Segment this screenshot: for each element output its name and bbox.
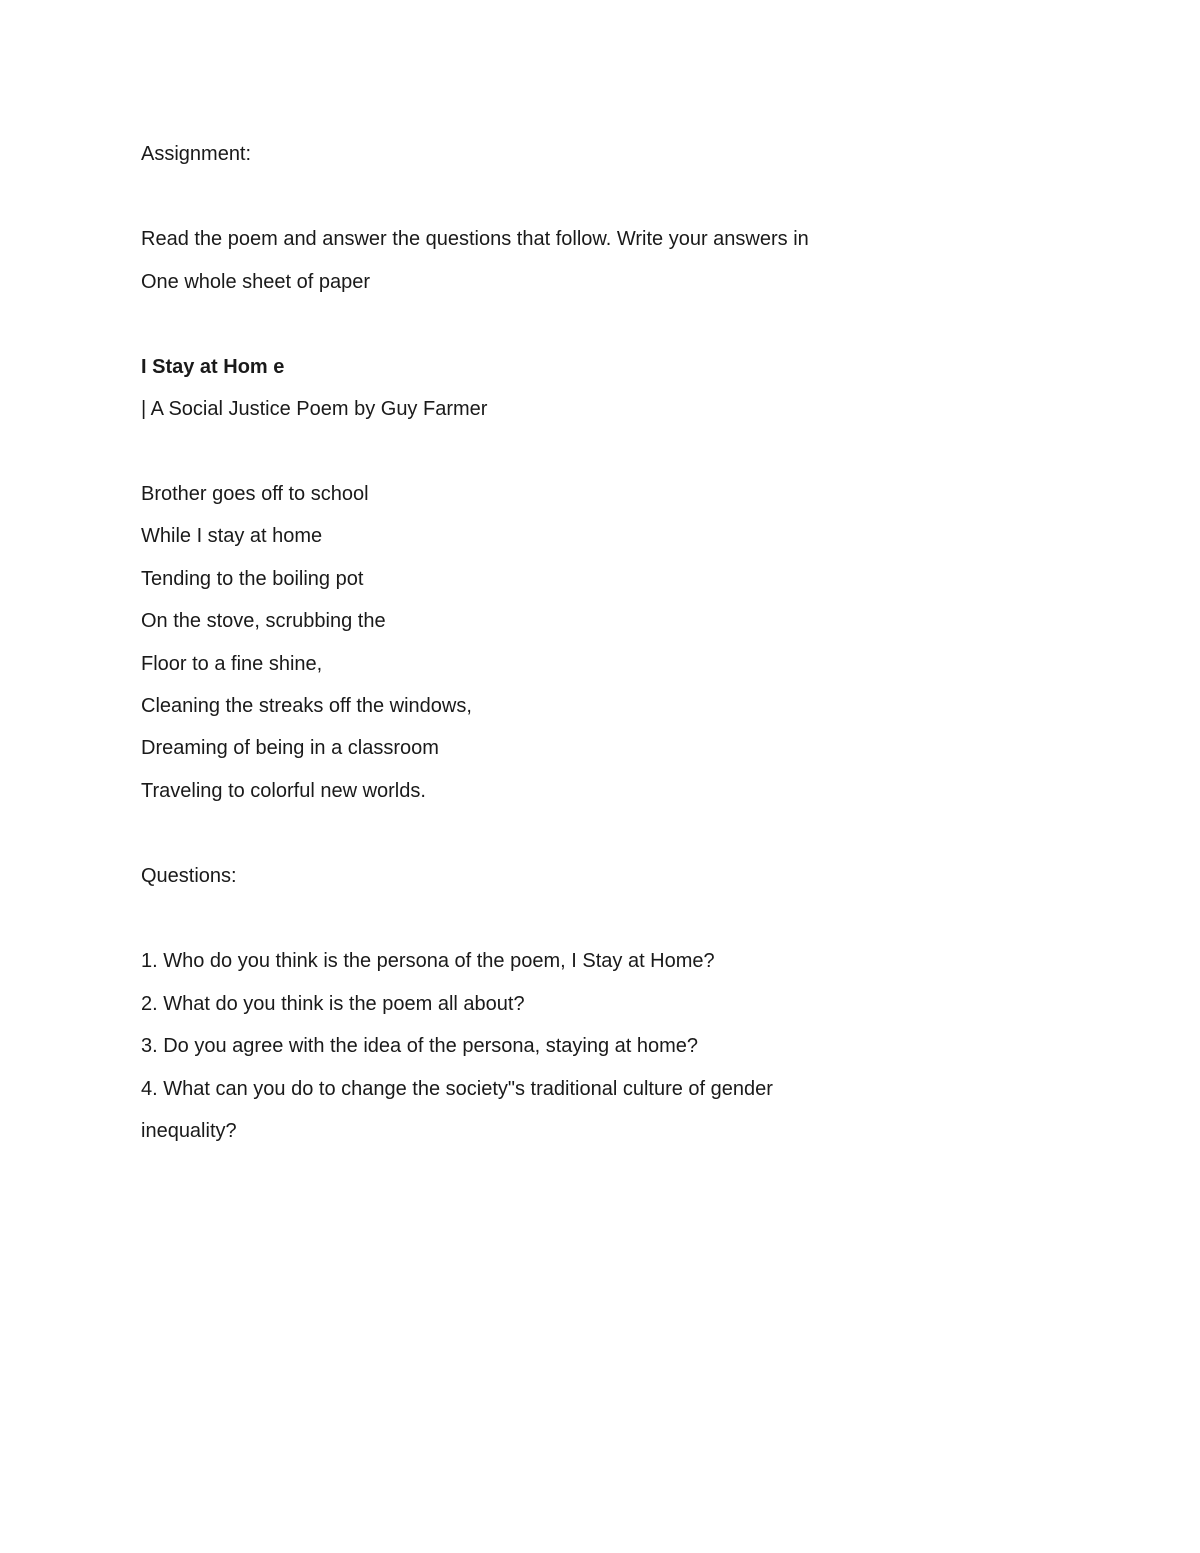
poem-line: Floor to a fine shine, bbox=[141, 653, 323, 675]
question-item: 1. Who do you think is the persona of the poem, I Stay at Home? bbox=[141, 950, 715, 972]
question-item: 2. What do you think is the poem all about? bbox=[141, 993, 525, 1015]
question-item: 3. Do you agree with the idea of the persona, staying at home? bbox=[141, 1035, 699, 1057]
poem-line: Brother goes off to school bbox=[141, 483, 369, 505]
poem-line: On the stove, scrubbing the bbox=[141, 610, 386, 632]
poem-line: Traveling to colorful new worlds. bbox=[141, 780, 426, 802]
poem-line: Dreaming of being in a classroom bbox=[141, 737, 439, 759]
question-item: 4. What can you do to change the society"s traditional culture of gender bbox=[141, 1078, 773, 1100]
assignment-heading: Assignment: bbox=[141, 143, 252, 165]
poem-line: While I stay at home bbox=[141, 525, 323, 547]
instruction-line: Read the poem and answer the questions that follow. Write your answers in bbox=[141, 228, 809, 250]
poem-subtitle: | A Social Justice Poem by Guy Farmer bbox=[141, 398, 488, 420]
instruction-line: One whole sheet of paper bbox=[141, 271, 371, 293]
question-item-continuation: inequality? bbox=[141, 1120, 237, 1142]
poem-line: Cleaning the streaks off the windows, bbox=[141, 695, 472, 717]
poem-title: I Stay at Hom e bbox=[141, 356, 285, 378]
poem-line: Tending to the boiling pot bbox=[141, 568, 364, 590]
questions-heading: Questions: bbox=[141, 865, 237, 887]
